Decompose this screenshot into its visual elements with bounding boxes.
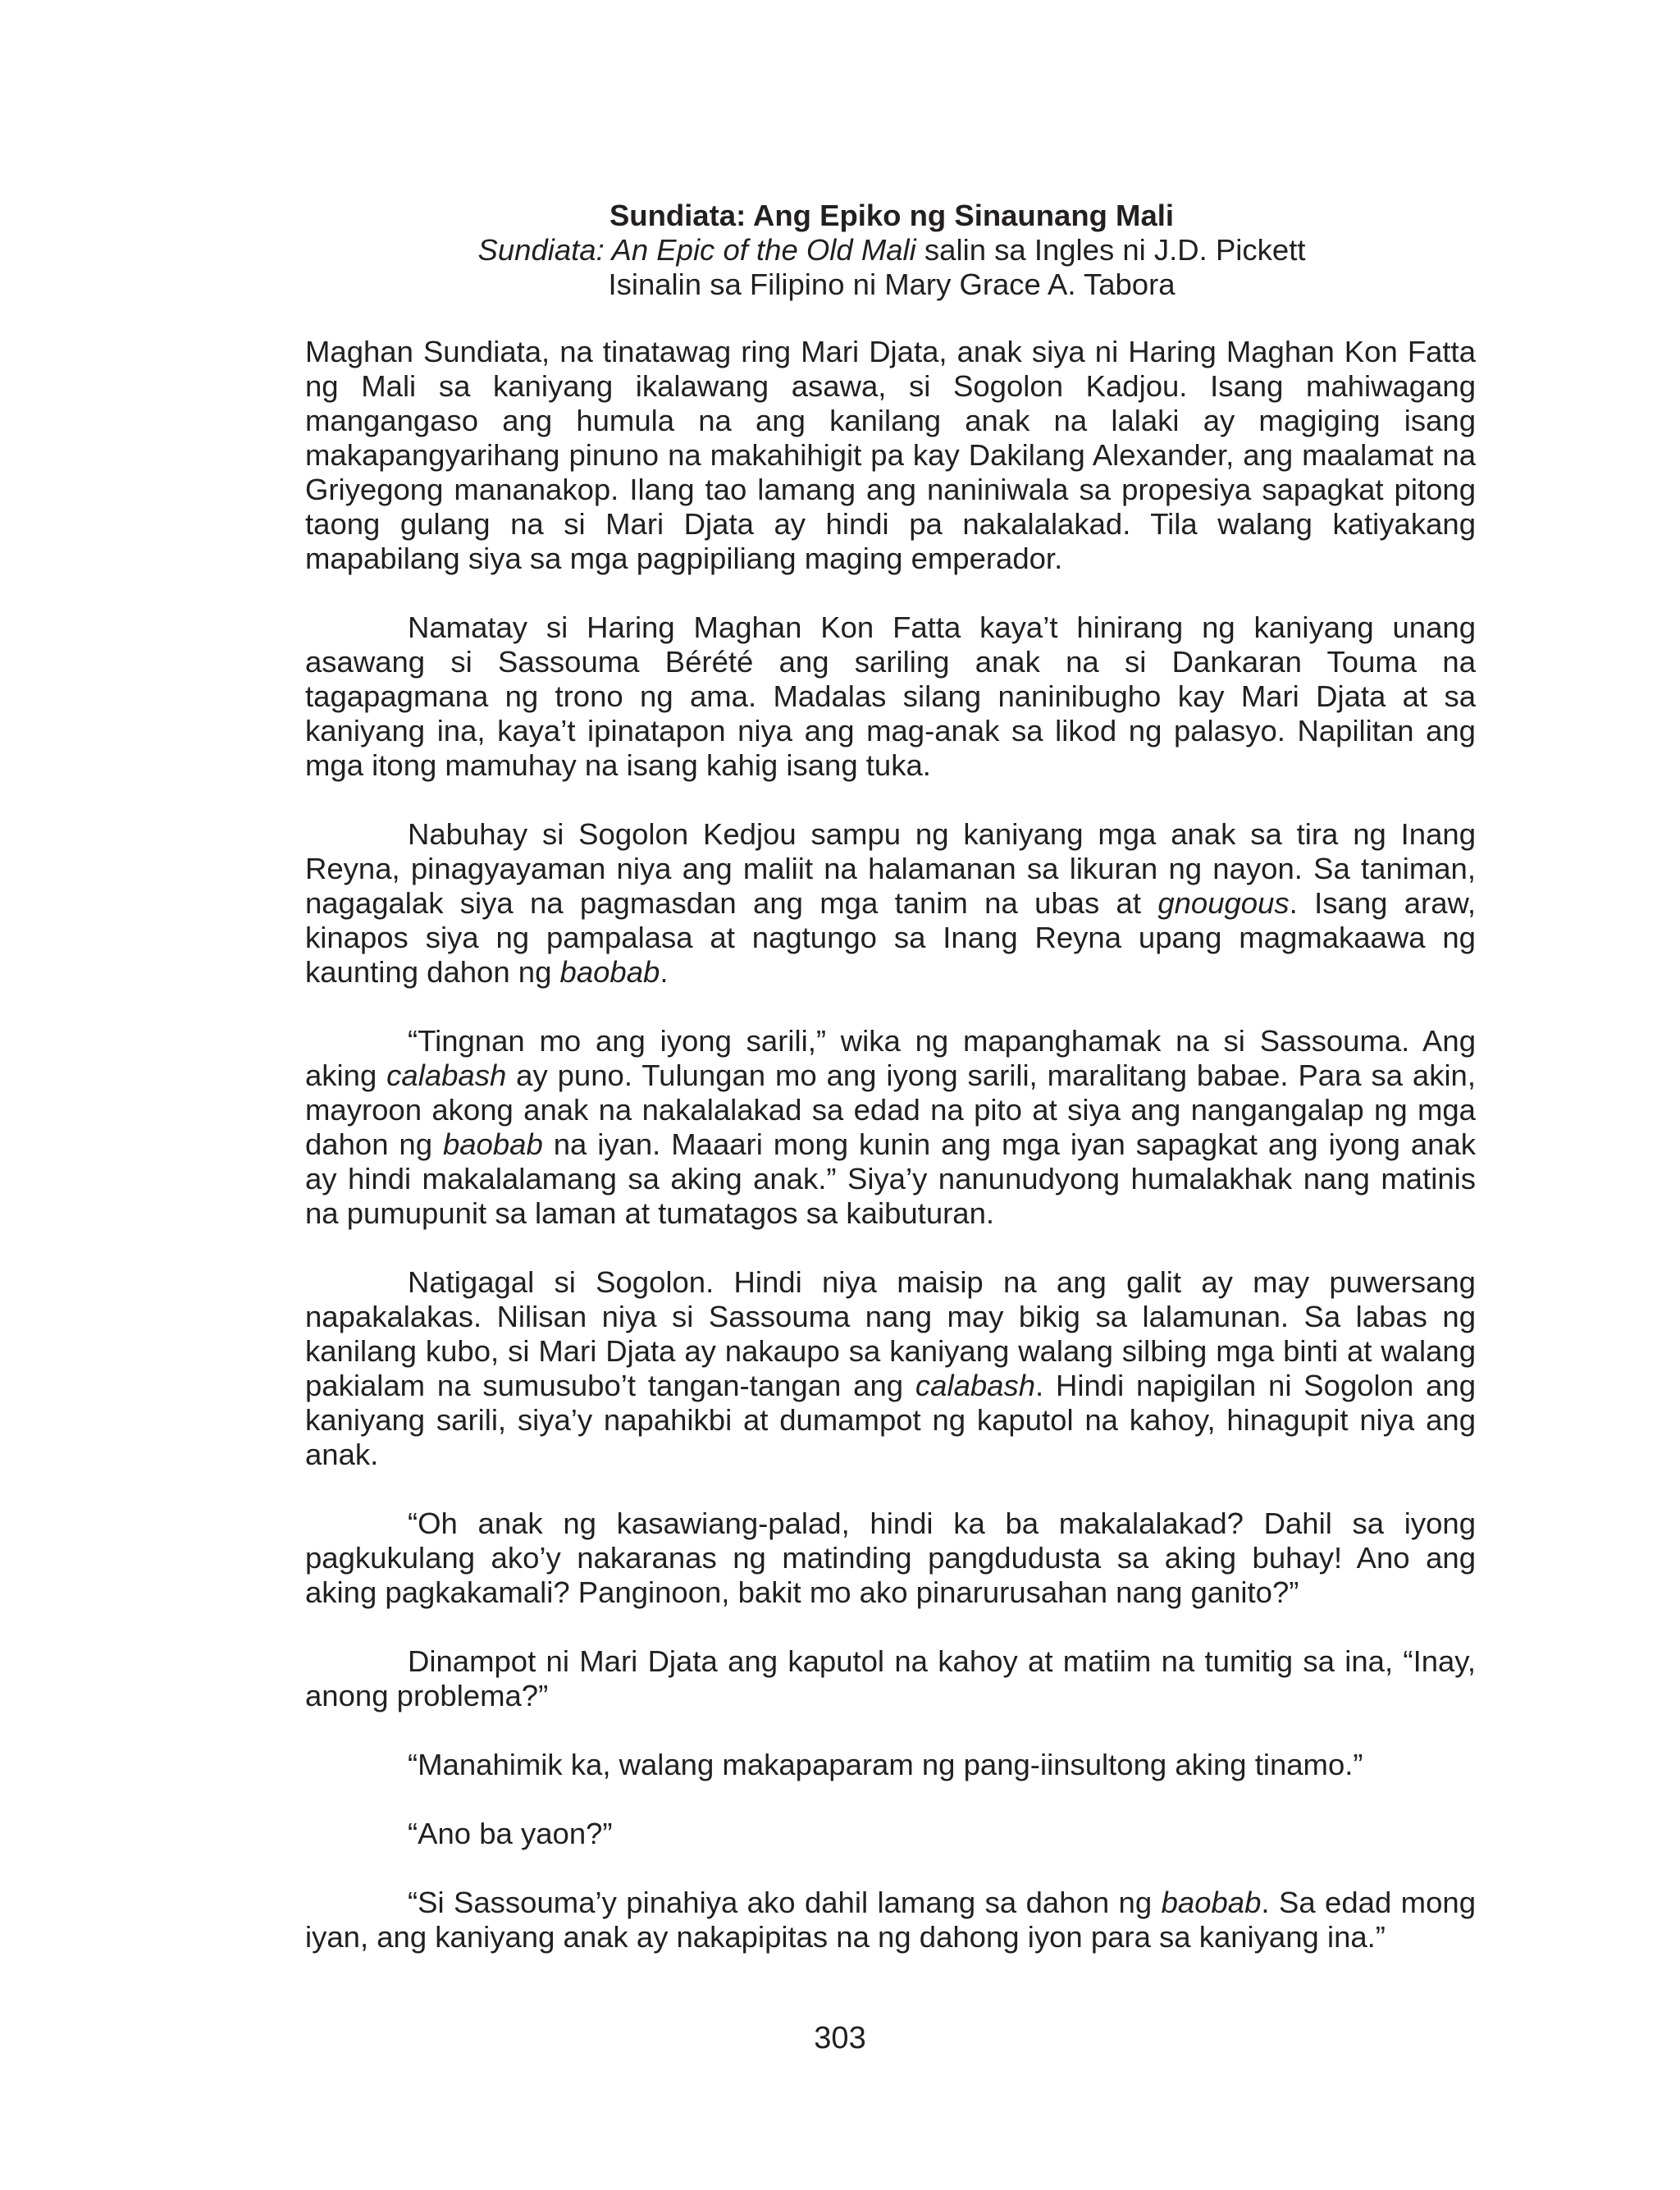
italic-term: baobab: [559, 955, 660, 989]
text-span: Natigagal si Sogolon. Hindi niya maisip na ang galit ay may puwersang napakalakas. Nilisan niya si Sassouma nang may bikig sa lalamunan. Sa labas ng kanilang kubo, si Mari Djata ay nakaupo sa kaniyang walang silbing mga binti at walang pakialam na sumusubo’t tangan-tangan ang: [305, 1265, 1476, 1402]
paragraph-9: “Ano ba yaon?”: [408, 1817, 613, 1850]
english-source-line: [305, 233, 1478, 267]
paragraph-10: [305, 1886, 1476, 1955]
page-number: 303: [814, 2021, 866, 2055]
text-span: na iyan. Maaari mong kunin ang mga iyan sapagkat ang iyong anak ay hindi makalalamang sa aking anak.” Siya’y nanunudyong humalakhak nang matinis na pumupunit sa laman at tumatagos sa kaibuturan.: [305, 1127, 1476, 1230]
italic-term: calabash: [915, 1369, 1036, 1402]
italic-term: gnougous: [1157, 886, 1290, 920]
text-span: . Isang araw, kinapos siya ng pampalasa at nagtungo sa Inang Reyna upang magmakaawa ng kaunting dahon ng: [305, 886, 1476, 989]
english-title: Sundiata: An Epic of the Old Mali: [477, 233, 916, 267]
filipino-translator-line: Isinalin sa Filipino ni Mary Grace A. Tabora: [608, 267, 1176, 301]
text-span: “Si Sassouma’y pinahiya ako dahil lamang sa dahon ng: [408, 1886, 1162, 1919]
paragraph-5: [305, 1265, 1476, 1472]
paragraph-1: Maghan Sundiata, na tinatawag ring Mari Djata, anak siya ni Haring Maghan Kon Fatta ng Mali sa kaniyang ikalawang asawa, si Sogolon Kadjou. Isang mahiwagang mangangaso ang humula na ang kanilang anak na lalaki ay magiging isang makapangyarihang pinuno na makahihigit pa kay Dakilang Alexander, ang maalamat na Griyegong mananakop. Ilang tao lamang ang naniniwala sa propesiya sapagkat pitong taong gulang na si Mari Djata ay hindi pa nakalalakad. Tila walang katiyakang mapabilang siya sa mga pagpipiliang maging emperador.: [305, 335, 1476, 575]
italic-term: baobab: [442, 1127, 543, 1161]
text-span: .: [660, 955, 669, 989]
paragraph-3: [305, 817, 1476, 990]
italic-term: baobab: [1161, 1886, 1262, 1919]
text-span: . Hindi napigilan ni Sogolon ang kaniyang sarili, siya’y napahikbi at dumampot ng kaputol na kahoy, hinagupit niya ang anak.: [305, 1369, 1476, 1471]
text-span: “Tingnan mo ang iyong sarili,” wika ng mapanghamak na si Sassouma. Ang aking: [305, 1024, 1476, 1092]
english-translator: salin sa Ingles ni J.D. Pickett: [915, 233, 1306, 267]
document-header: [305, 199, 1478, 302]
paragraph-7: Dinampot ni Mari Djata ang kaputol na kahoy at matiim na tumitig sa ina, “Inay, anong problema?”: [305, 1644, 1476, 1712]
paragraph-4: [305, 1024, 1476, 1231]
paragraph-2: Namatay si Haring Maghan Kon Fatta kaya’t hinirang ng kaniyang unang asawang si Sassouma Bérété ang sariling anak na si Dankaran Touma na tagapagmana ng trono ng ama. Madalas silang naninibugho kay Mari Djata at sa kaniyang ina, kaya’t ipinatapon niya ang mag-anak sa likod ng palasyo. Napilitan ang mga itong mamuhay na isang kahig isang tuka.: [305, 610, 1476, 782]
text-span: . Sa edad mong iyan, ang kaniyang anak ay nakapipitas na ng dahong iyon para sa kaniyang ina.”: [305, 1886, 1476, 1954]
text-span: ay puno. Tulungan mo ang iyong sarili, maralitang babae. Para sa akin, mayroon akong anak na nakalalakad sa edad na pito at siya ang nangangalap ng mga dahon ng: [305, 1058, 1477, 1161]
body-text: [305, 335, 1476, 1989]
italic-term: calabash: [386, 1058, 507, 1092]
text-span: Nabuhay si Sogolon Kedjou sampu ng kaniyang mga anak sa tira ng Inang Reyna, pinagyayaman niya ang maliit na halamanan sa likuran ng nayon. Sa taniman, nagagalak siya na pagmasdan ang mga tanim na ubas at: [305, 817, 1476, 920]
paragraph-6: “Oh anak ng kasawiang-palad, hindi ka ba makalalakad? Dahil sa iyong pagkukulang ako’y nakaranas ng matinding pangdudusta sa aking buhay! Ano ang aking pagkakamali? Panginoon, bakit mo ako pinarurusahan nang ganito?”: [305, 1506, 1476, 1609]
paragraph-8: “Manahimik ka, walang makapaparam ng pang-iinsultong aking tinamo.”: [408, 1748, 1363, 1781]
page-title: Sundiata: Ang Epiko ng Sinaunang Mali: [609, 199, 1175, 232]
